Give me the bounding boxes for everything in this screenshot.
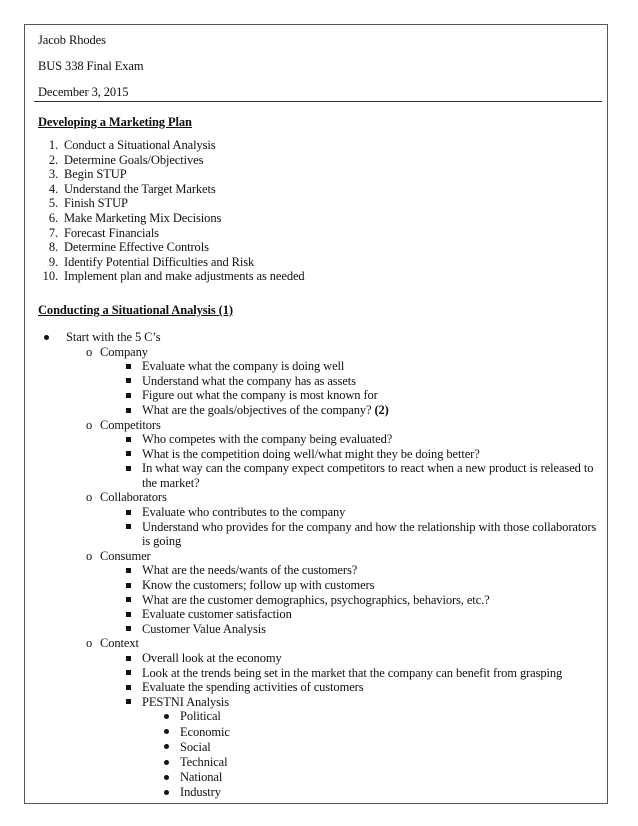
consumer-items <box>126 563 602 636</box>
list-item <box>126 666 602 681</box>
list-item <box>164 770 602 785</box>
bullet-dot-icon <box>164 709 180 724</box>
list-item <box>38 196 602 211</box>
list-item-competitors <box>86 418 602 491</box>
step-number: 1. <box>48 138 58 152</box>
bullet-square-icon <box>126 563 142 578</box>
bullet-square-icon <box>126 403 142 418</box>
bullet-square-icon <box>126 680 142 695</box>
bullet-dot-icon <box>164 770 180 785</box>
list-item <box>126 578 602 593</box>
list-item <box>38 153 602 168</box>
bullet-square-icon <box>126 520 142 549</box>
consumer-item-text: Evaluate customer satisfaction <box>142 607 292 622</box>
step-text: Identify Potential Difficulties and Risk <box>64 254 255 269</box>
list-item-pestni <box>126 695 602 801</box>
step-number: 3. <box>48 167 58 182</box>
context-label: Context <box>100 636 139 651</box>
bullet-square-icon <box>126 374 142 389</box>
context-item-text: Look at the trends being set in the market that the company can benefit from grasping <box>142 665 563 680</box>
competitors-item-text: In what way can the company expect competitors to react when a new product is released to the market? <box>142 461 594 490</box>
list-item <box>38 182 602 197</box>
list-item <box>126 403 602 418</box>
list-item <box>38 167 602 182</box>
list-item-context <box>86 636 602 800</box>
list-item <box>126 359 602 374</box>
list-item-collaborators <box>86 490 602 548</box>
list-item <box>38 138 602 153</box>
list-item <box>38 330 602 801</box>
course-title: BUS 338 Final Exam <box>38 59 144 73</box>
company-item-text: Understand what the company has as assets <box>142 373 356 388</box>
context-item-text: Evaluate the spending activities of customers <box>142 680 364 695</box>
step-text: Conduct a Situational Analysis <box>64 138 216 152</box>
consumer-item-text: What are the needs/wants of the customers? <box>142 563 358 578</box>
header-divider <box>34 101 602 102</box>
author-name: Jacob Rhodes <box>38 33 106 47</box>
list-item <box>126 505 602 520</box>
step-text: Make Marketing Mix Decisions <box>64 210 222 225</box>
pestni-item-text: Political <box>180 709 221 724</box>
step-text: Forecast Financials <box>64 225 159 240</box>
list-item <box>164 785 602 800</box>
competitors-item-text: What is the competition doing well/what might they be doing better? <box>142 446 480 461</box>
company-goals-text: What are the goals/objectives of the company? <box>142 402 372 417</box>
bullet-square-icon <box>126 607 142 622</box>
list-item <box>126 607 602 622</box>
document-header <box>38 32 602 100</box>
bullet-ring-icon: o <box>86 417 93 432</box>
step-text: Implement plan and make adjustments as needed <box>64 269 305 284</box>
list-item <box>126 593 602 608</box>
competitors-item-text: Who competes with the company being evaluated? <box>142 432 393 447</box>
citation-ref: (2) <box>374 402 389 417</box>
bullet-square-icon <box>126 651 142 666</box>
bullet-ring-icon: o <box>86 548 93 563</box>
list-item <box>164 755 602 770</box>
bullet-square-icon <box>126 461 142 490</box>
step-number: 5. <box>48 196 58 211</box>
collaborators-item-text: Understand who provides for the company and how the relationship with those collaborators is going <box>142 519 597 549</box>
bullet-dot-icon <box>164 740 180 755</box>
consumer-item-text: What are the customer demographics, psychographics, behaviors, etc.? <box>142 592 490 607</box>
consumer-item-text: Know the customers; follow up with customers <box>142 578 375 593</box>
bullet-ring-icon: o <box>86 636 93 651</box>
context-items <box>126 651 602 801</box>
five-cs-item: Start with the 5 C’s <box>66 329 161 344</box>
step-number: 7. <box>48 225 58 240</box>
bullet-ring-icon: o <box>86 490 93 505</box>
step-text: Understand the Target Markets <box>64 181 216 196</box>
list-item <box>38 211 602 226</box>
bullet-square-icon <box>126 593 142 608</box>
list-item <box>164 709 602 724</box>
context-item-text: Overall look at the economy <box>142 651 282 665</box>
marketing-plan-steps <box>38 138 602 284</box>
step-number: 9. <box>48 254 58 269</box>
document-body <box>38 108 602 801</box>
list-item <box>126 388 602 403</box>
bullet-square-icon <box>126 447 142 462</box>
five-cs-list <box>86 345 602 801</box>
bullet-square-icon <box>126 388 142 403</box>
collaborators-items <box>126 505 602 549</box>
list-item <box>126 520 602 549</box>
company-label: Company <box>100 344 148 359</box>
consumer-item-text: Customer Value Analysis <box>142 621 266 636</box>
competitors-items <box>126 432 602 490</box>
bullet-square-icon <box>126 622 142 637</box>
list-item <box>126 432 602 447</box>
list-item <box>126 447 602 462</box>
list-item <box>126 622 602 637</box>
list-item-consumer <box>86 549 602 637</box>
company-item-text: Evaluate what the company is doing well <box>142 359 345 374</box>
pestni-item-text: Economic <box>180 724 230 739</box>
pestni-item-text: Technical <box>180 754 228 769</box>
bullet-square-icon <box>126 666 142 681</box>
list-item <box>126 563 602 578</box>
list-item <box>164 725 602 740</box>
list-item-company <box>86 345 602 418</box>
step-number: 4. <box>48 181 58 196</box>
bullet-square-icon <box>126 578 142 593</box>
consumer-label: Consumer <box>100 548 151 563</box>
pestni-items <box>164 709 602 800</box>
document-date: December 3, 2015 <box>38 85 129 99</box>
bullet-dot-icon <box>164 725 180 740</box>
bullet-ring-icon: o <box>86 344 93 359</box>
list-item <box>126 461 602 490</box>
pestni-item-text: Social <box>180 739 211 754</box>
step-number: 6. <box>48 210 58 225</box>
step-text: Determine Effective Controls <box>64 240 209 255</box>
bullet-square-icon <box>126 505 142 520</box>
collaborators-item-text: Evaluate who contributes to the company <box>142 505 346 520</box>
bullet-dot-icon <box>38 330 66 345</box>
step-text: Begin STUP <box>64 167 127 182</box>
company-item-text: Figure out what the company is most known for <box>142 388 378 403</box>
step-number: 10. <box>42 269 58 284</box>
bullet-dot-icon <box>164 755 180 770</box>
bullet-square-icon <box>126 432 142 447</box>
section-title-marketing-plan: Developing a Marketing Plan <box>38 115 192 129</box>
list-item <box>38 226 602 241</box>
company-items <box>126 359 602 417</box>
collaborators-label: Collaborators <box>100 490 167 505</box>
list-item <box>126 680 602 695</box>
list-item <box>38 240 602 255</box>
bullet-square-icon <box>126 695 142 710</box>
pestni-item-text: National <box>180 770 223 785</box>
step-number: 2. <box>48 152 58 167</box>
section-title-situational-analysis: Conducting a Situational Analysis (1) <box>38 302 233 317</box>
step-text: Finish STUP <box>64 196 128 211</box>
list-item <box>38 255 602 270</box>
situational-analysis-list <box>38 330 602 801</box>
competitors-label: Competitors <box>100 417 161 432</box>
pestni-item-text: Industry <box>180 785 221 800</box>
list-item <box>126 374 602 389</box>
bullet-square-icon <box>126 359 142 374</box>
pestni-label: PESTNI Analysis <box>142 694 230 709</box>
bullet-dot-icon <box>164 785 180 800</box>
list-item <box>38 269 602 284</box>
step-number: 8. <box>48 240 58 255</box>
step-text: Determine Goals/Objectives <box>64 152 204 167</box>
list-item <box>164 740 602 755</box>
list-item <box>126 651 602 666</box>
